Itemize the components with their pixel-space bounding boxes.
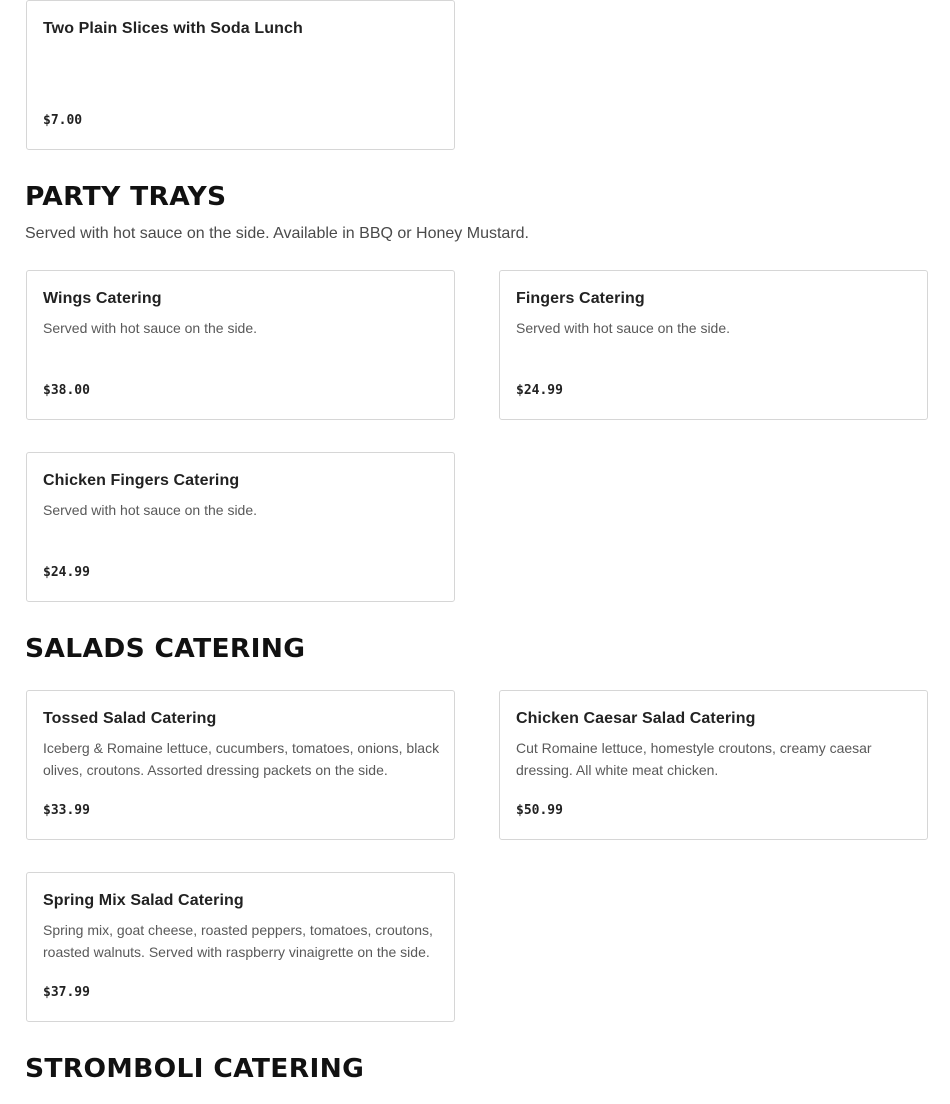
menu-item-price: $7.00 [43,113,83,128]
menu-item-description: Served with hot sauce on the side. [43,502,258,518]
menu-item-price: $24.99 [43,565,90,580]
menu-item-name: Chicken Fingers Catering [43,472,240,489]
section-subtitle-party-trays: Served with hot sauce on the side. Available in BBQ or Honey Mustard. [25,225,529,242]
menu-item-card[interactable] [499,690,928,840]
menu-item-card[interactable] [499,270,928,420]
menu-item-price: $37.99 [43,985,90,1000]
menu-item-price: $38.00 [43,383,90,398]
menu-item-name: Wings Catering [43,290,162,307]
menu-item-card[interactable] [26,690,455,840]
menu-item-name: Two Plain Slices with Soda Lunch [43,20,303,37]
menu-item-card[interactable] [26,452,455,602]
menu-item-name: Chicken Caesar Salad Catering [516,710,756,727]
menu-item-price: $33.99 [43,803,90,818]
menu-item-name: Fingers Catering [516,290,645,307]
menu-item-price: $24.99 [516,383,563,398]
menu-item-description: Served with hot sauce on the side. [516,320,731,336]
menu-item-name: Tossed Salad Catering [43,710,217,727]
menu-item-card[interactable] [26,270,455,420]
section-title-party-trays: PARTY TRAYS [25,182,227,212]
menu-item-description: Cut Romaine lettuce, homestyle croutons, creamy caesar dressing. All white meat chicken. [516,740,872,778]
menu-item-card[interactable] [26,0,455,150]
menu-item-price: $50.99 [516,803,563,818]
section-title-salads-catering: SALADS CATERING [25,634,306,664]
section-title-stromboli-catering: STROMBOLI CATERING [25,1054,365,1084]
menu-item-description: Spring mix, goat cheese, roasted peppers, tomatoes, croutons, roasted walnuts. Served with raspberry vinaigrette on the side. [43,922,433,960]
menu-item-card[interactable] [26,872,455,1022]
menu-item-description: Iceberg & Romaine lettuce, cucumbers, tomatoes, onions, black olives, croutons. Assorted dressing packets on the side. [43,740,440,778]
menu-item-name: Spring Mix Salad Catering [43,892,244,909]
menu-item-description: Served with hot sauce on the side. [43,320,258,336]
